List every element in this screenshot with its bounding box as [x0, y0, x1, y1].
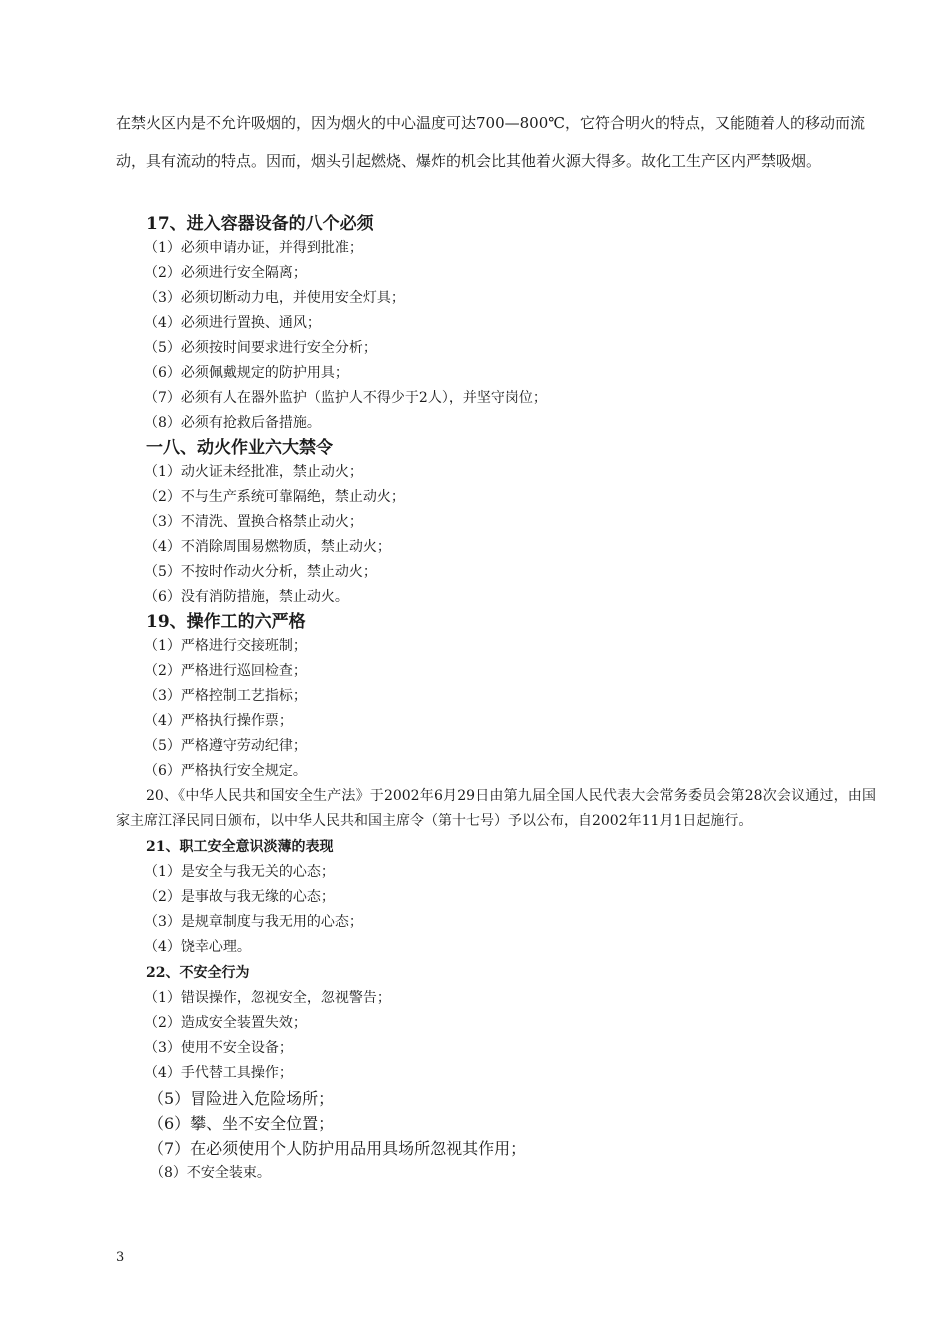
- intro-paragraph: 在禁火区内是不允许吸烟的，因为烟火的中心温度可达700—800℃，它符合明火的特点，又能随着人的移动而流动，具有流动的特点。因而，烟头引起燃烧、爆炸的机会比其他着火源大得多。故化工生产区内严禁吸烟。: [116, 114, 866, 170]
- section-18-item: （2）不与生产系统可靠隔绝，禁止动火；: [144, 489, 405, 505]
- section-22-item: （3）使用不安全设备；: [144, 1040, 293, 1056]
- section-19-item: （3）严格控制工艺指标；: [144, 688, 307, 704]
- main-content: [116, 212, 876, 1186]
- section-17-item: （3）必须切断动力电，并使用安全灯具；: [144, 290, 405, 306]
- section-21-item: （3）是规章制度与我无用的心态；: [144, 914, 363, 930]
- section-17-item: （6）必须佩戴规定的防护用具；: [144, 365, 349, 381]
- section-17-item: （8）必须有抢救后备措施。: [144, 415, 321, 431]
- section-18-item: （1）动火证未经批准，禁止动火；: [144, 464, 363, 480]
- intro-section: [116, 104, 866, 180]
- law-paragraph: 20、《中华人民共和国安全生产法》于2002年6月29日由第九届全国人民代表大会常务委员会第28次会议通过，由国家主席江泽民同日颁布，以中华人民共和国主席令（第十七号）予以公布，自2002年11月1日起施行。: [116, 788, 876, 829]
- section-21-heading: 21、职工安全意识淡薄的表现: [146, 839, 334, 855]
- page-number: 3: [116, 1250, 125, 1265]
- section-18-item: （6）没有消防措施，禁止动火。: [144, 589, 349, 605]
- section-18-item: （4）不消除周围易燃物质，禁止动火；: [144, 539, 391, 555]
- section-17-item: （4）必须进行置换、通风；: [144, 315, 321, 331]
- section-19-item: （2）严格进行巡回检查；: [144, 663, 307, 679]
- section-19-item: （1）严格进行交接班制；: [144, 638, 307, 654]
- section-22-heading: 22、不安全行为: [146, 965, 250, 981]
- section-22-item: （7）在必须使用个人防护用品用具场所忽视其作用；: [148, 1139, 527, 1158]
- section-17-item: （7）必须有人在器外监护（监护人不得少于2人），并坚守岗位；: [144, 390, 547, 406]
- section-21-item: （1）是安全与我无关的心态；: [144, 864, 335, 880]
- section-22-item: （5）冒险进入危险场所；: [148, 1089, 335, 1108]
- section-17-item: （1）必须申请办证，并得到批准；: [144, 240, 363, 256]
- section-22-item: （8）不安全装束。: [150, 1165, 271, 1181]
- section-19-heading: 19、操作工的六严格: [146, 612, 306, 632]
- section-22-item: （1）错误操作，忽视安全，忽视警告；: [144, 990, 391, 1006]
- section-18-item: （5）不按时作动火分析，禁止动火；: [144, 564, 377, 580]
- section-22-item: （4）手代替工具操作；: [144, 1065, 293, 1081]
- section-22-item: （6）攀、坐不安全位置；: [148, 1114, 335, 1133]
- section-17-item: （2）必须进行安全隔离；: [144, 265, 307, 281]
- section-19-item: （4）严格执行操作票；: [144, 713, 293, 729]
- section-22-item: （2）造成安全装置失效；: [144, 1015, 307, 1031]
- section-21-item: （2）是事故与我无缘的心态；: [144, 889, 335, 905]
- section-19-item: （5）严格遵守劳动纪律；: [144, 738, 307, 754]
- section-19-item: （6）严格执行安全规定。: [144, 763, 307, 779]
- section-18-heading: 一八、动火作业六大禁令: [146, 438, 333, 458]
- section-17-item: （5）必须按时间要求进行安全分析；: [144, 340, 377, 356]
- section-18-item: （3）不清洗、置换合格禁止动火；: [144, 514, 363, 530]
- section-17-heading: 17、进入容器设备的八个必须: [146, 214, 374, 234]
- section-21-item: （4）饶幸心理。: [144, 939, 251, 955]
